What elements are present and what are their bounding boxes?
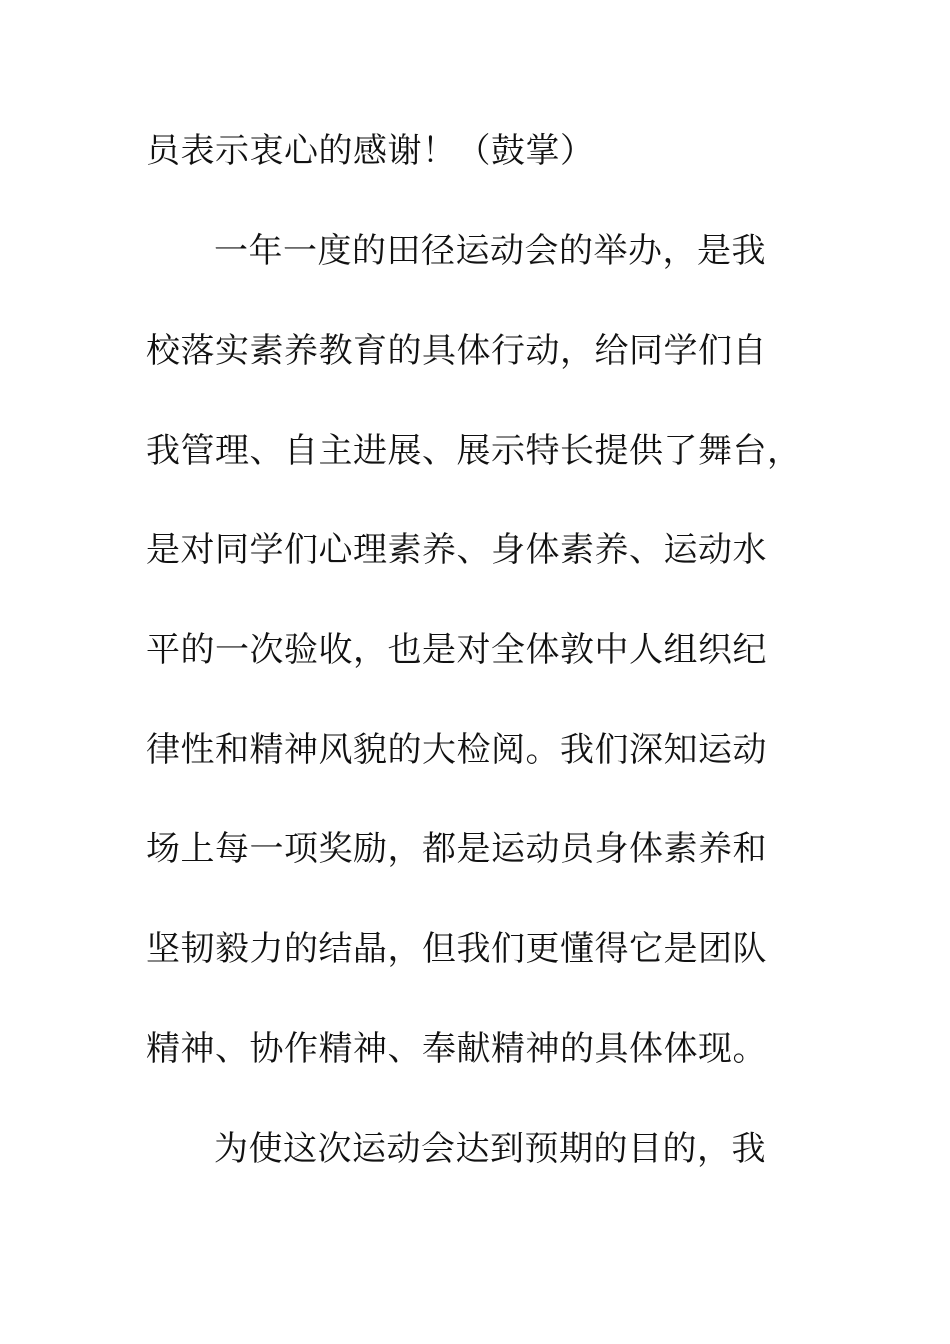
text-line: 律性和精神风貌的大检阅。我们深知运动 <box>146 730 767 770</box>
text-line: 坚韧毅力的结晶，但我们更懂得它是团队 <box>146 929 767 969</box>
text-line: 场上每一项奖励，都是运动员身体素养和 <box>146 829 767 869</box>
text-line: 精神、协作精神、奉献精神的具体体现。 <box>146 1029 767 1069</box>
text-line: 校落实素养教育的具体行动，给同学们自 <box>146 331 767 371</box>
paragraph-start-line: 一年一度的田径运动会的举办，是我 <box>214 231 766 271</box>
text-line: 平的一次验收，也是对全体敦中人组织纪 <box>146 630 767 670</box>
text-line: 是对同学们心理素养、身体素养、运动水 <box>146 530 767 570</box>
text-line: 员表示衷心的感谢！（鼓掌） <box>146 131 595 171</box>
text-line: 我管理、自主进展、展示特长提供了舞台， <box>146 431 802 471</box>
paragraph-start-line: 为使这次运动会达到预期的目的，我 <box>214 1129 766 1169</box>
